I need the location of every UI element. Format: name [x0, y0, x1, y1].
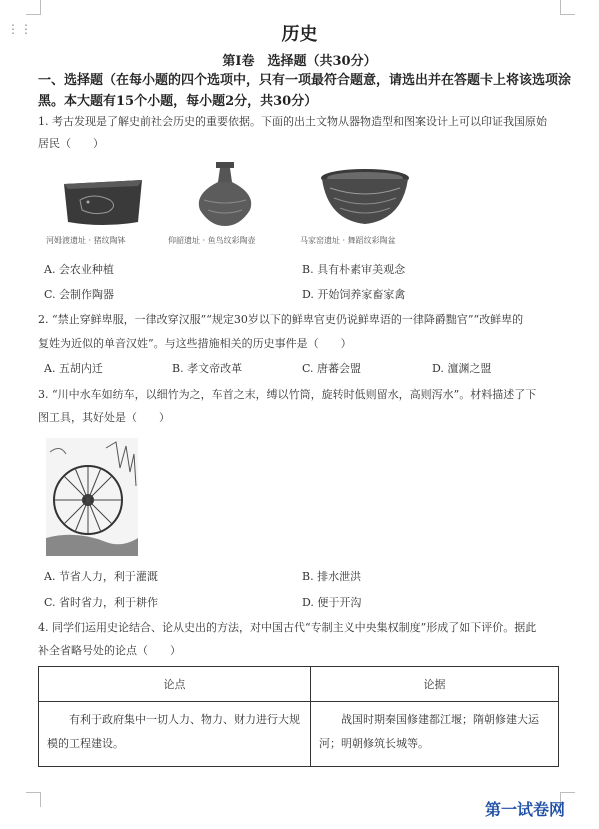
- table-row: [39, 702, 559, 767]
- question-2-stem-cont: 复姓为近似的单音汉姓”。与这些措施相关的历史事件是（ ）: [38, 337, 352, 350]
- question-2-option-a: A. 五胡内迁: [44, 362, 103, 375]
- page-corner-mark: [560, 0, 575, 15]
- question-3-option-b: B. 排水泄洪: [302, 570, 362, 583]
- question-3-option-a: A. 节省人力，利于灌溉: [44, 570, 158, 583]
- question-3-option-d: D. 便于开沟: [302, 596, 362, 609]
- question-1-option-d: D. 开始饲养家畜家禽: [302, 288, 406, 301]
- question-3-stem-cont: 图工具，其好处是（ ）: [38, 411, 170, 424]
- table-header-row: [39, 667, 559, 702]
- question-3-option-c: C. 省时省力，利于耕作: [44, 596, 159, 609]
- fish-bird-pottery-vase-image: [190, 160, 260, 232]
- dancing-pattern-basin-image: [318, 166, 413, 228]
- question-3-stem: 3. “川中水车如纺车，以细竹为之，车首之末，缚以竹筒，旋转时低则留水，高则泻水”。材料描述了下: [38, 388, 537, 401]
- table-cell-argument: 有利于政府集中一切人力、物力、财力进行大规模的工程建设。: [39, 702, 311, 767]
- pig-pattern-bowl-image: [58, 170, 148, 230]
- question-2-option-b: B. 孝文帝改革: [172, 362, 243, 375]
- artifact-caption-3: 马家窑遗址 · 舞蹈纹彩陶盆: [300, 236, 396, 245]
- page-corner-mark: [26, 0, 41, 15]
- section-heading: 一、选择题（在每小题的四个选项中，只有一项最符合题意，请选出并在答题卡上将该选项涂黑。本大题有15个小题，每小题2分，共30分）: [38, 73, 572, 109]
- question-1-option-c: C. 会制作陶器: [44, 288, 115, 301]
- table-header-evidence: 论据: [311, 667, 559, 702]
- artifact-caption-1: 河姆渡遗址 · 猪纹陶钵: [46, 236, 126, 245]
- question-1-option-a: A. 会农业种植: [44, 263, 114, 276]
- question-1-stem: 1. 考古发现是了解史前社会历史的重要依据。下面的出土文物从器物造型和图案设计上可以印证我国原始: [38, 115, 547, 128]
- artifact-caption-2: 仰韶遗址 · 鱼鸟纹彩陶壶: [168, 236, 256, 245]
- question-1-option-b: B. 具有朴素审美观念: [302, 263, 406, 276]
- drag-handle-icon[interactable]: ⋮⋮: [7, 22, 33, 36]
- argument-evidence-table: [38, 666, 559, 767]
- question-2-option-c: C. 唐蕃会盟: [302, 362, 362, 375]
- page-corner-mark: [26, 792, 41, 807]
- table-cell-evidence: 战国时期秦国修建都江堰；隋朝修建大运河；明朝修筑长城等。: [311, 702, 559, 767]
- question-1-stem-cont: 居民（ ）: [38, 137, 104, 150]
- site-logo: 第一试卷网: [485, 800, 566, 819]
- part-heading: 第Ⅰ卷 选择题（共30分）: [222, 54, 377, 69]
- table-header-argument: 论点: [39, 667, 311, 702]
- question-4-stem: 4. 同学们运用史论结合、论从史出的方法，对中国古代“专制主义中央集权制度”形成了如下评价。据此: [38, 621, 537, 634]
- question-4-stem-cont: 补全省略号处的论点（ ）: [38, 644, 181, 657]
- page-title: 历史: [281, 24, 318, 45]
- question-2-stem: 2. “禁止穿鲜卑服，一律改穿汉服”“规定30岁以下的鲜卑官吏仍说鲜卑语的一律降爵黜官”“改鲜卑的: [38, 313, 524, 326]
- question-2-option-d: D. 澶渊之盟: [432, 362, 492, 375]
- waterwheel-illustration-image: [46, 438, 138, 556]
